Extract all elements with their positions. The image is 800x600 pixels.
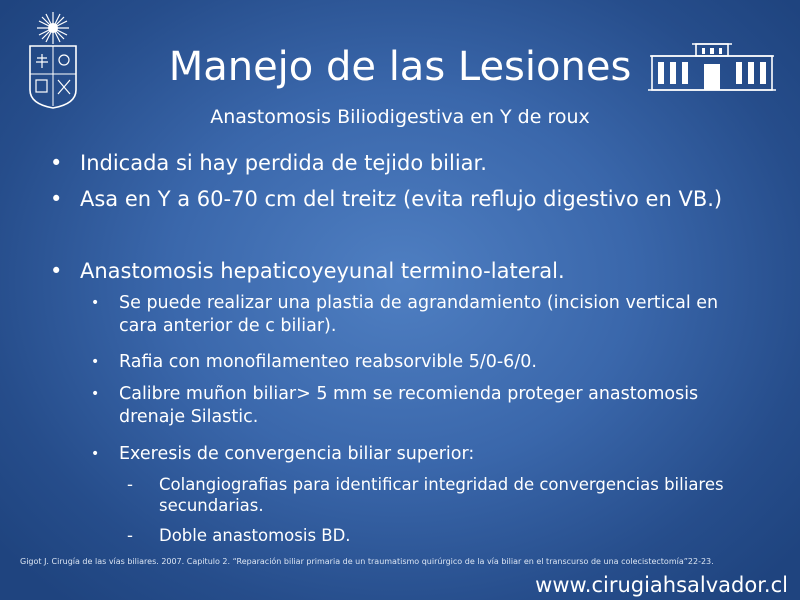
- subbullet-item: [91, 292, 719, 338]
- subbullet-marker: •: [91, 386, 100, 402]
- subbullet-marker: •: [91, 354, 100, 370]
- bullet-marker: •: [50, 259, 63, 283]
- subbullet-item: [91, 383, 719, 429]
- subbullet-marker: •: [91, 295, 100, 311]
- subbullet-text: Calibre muñon biliar> 5 mm se recomienda proteger anastomosis drenaje Silastic.: [119, 384, 699, 427]
- subsubbullet-marker: -: [127, 475, 133, 494]
- citation-footnote: Gigot J. Cirugía de las vías biliares. 2007. Capitulo 2. “Reparación biliar primaria de un traumatismo quirúrgico de la vía biliar en el transcurso de una colecistectomía”22-23.: [20, 557, 714, 566]
- bullet-text: Asa en Y a 60-70 cm del treitz (evita reflujo digestivo en VB.): [80, 187, 723, 211]
- bullet-marker: •: [50, 151, 63, 175]
- bullet-text: Indicada si hay perdida de tejido biliar.: [80, 151, 487, 175]
- subbullet-item: [91, 351, 719, 374]
- subsubbullet-text: Doble anastomosis BD.: [159, 526, 351, 545]
- subbullet-item: [91, 443, 719, 466]
- subsubbullet-item: [127, 525, 739, 546]
- bullet-marker: •: [50, 187, 63, 211]
- subbullet-text: Rafia con monofilamenteo reabsorvible 5/0-6/0.: [119, 352, 537, 372]
- bullet-item: [50, 183, 770, 215]
- bullet-text: Anastomosis hepaticoyeyunal termino-lateral.: [80, 259, 565, 283]
- subbullet-text: Exeresis de convergencia biliar superior:: [119, 444, 475, 464]
- slide-subtitle: Anastomosis Biliodigestiva en Y de roux: [210, 106, 590, 128]
- subsubbullet-text: Colangiografias para identificar integridad de convergencias biliares secundarias.: [159, 475, 724, 515]
- website-url: www.cirugiahsalvador.cl: [535, 573, 788, 597]
- slide-title: Manejo de las Lesiones: [168, 44, 632, 90]
- bullet-item: [50, 255, 770, 287]
- bullet-item: [50, 147, 770, 179]
- subbullet-marker: •: [91, 446, 100, 462]
- subsubbullet-marker: -: [127, 526, 133, 545]
- subbullet-text: Se puede realizar una plastia de agrandamiento (incision vertical en cara anterior de c biliar).: [119, 293, 719, 336]
- subsubbullet-item: [127, 474, 739, 516]
